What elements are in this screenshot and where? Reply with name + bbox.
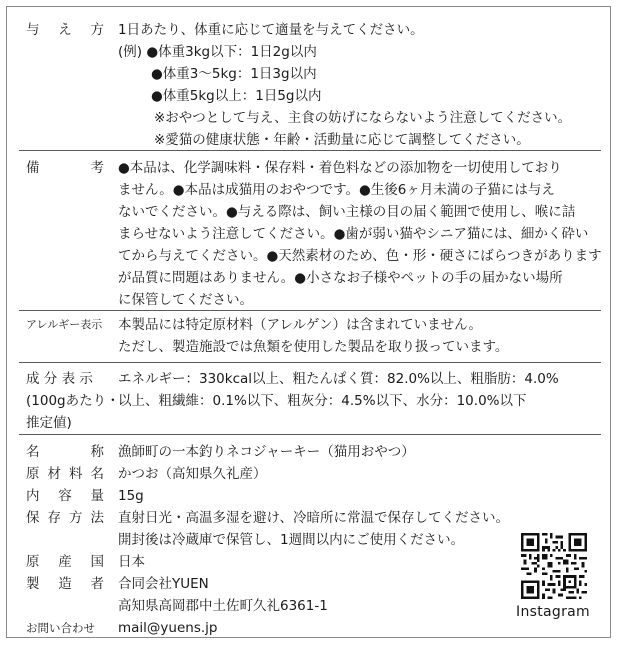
origin-label-char: 国 — [90, 554, 104, 570]
notes-label — [26, 157, 104, 179]
feeding-note: ※愛猫の健康状態・年齢・活動量に応じて調整してください。 — [154, 132, 530, 148]
allergy-line: ただし、製造施設では魚類を使用した製品を取り扱っています。 — [118, 339, 509, 355]
storage-label-char: 存 — [47, 510, 61, 526]
notes-line: ないでください。●与える際は、飼い主様の目の届く範囲で使用し、喉に詰 — [118, 204, 576, 220]
notes-line: ●本品は、化学調味料・保存料・着色料などの添加物を一切使用しており — [118, 160, 562, 176]
nutrition-label-basis: (100gあたり・ — [26, 393, 120, 409]
manufacturer-label-char: 製 — [26, 576, 40, 592]
feeding-line: (例) ●体重3kg以下：1日2g以内 — [118, 44, 317, 60]
nutrition-text — [118, 368, 559, 412]
product-values — [118, 441, 509, 639]
origin-label-char: 原 — [26, 554, 40, 570]
origin-label-char: 産 — [58, 554, 72, 570]
notes-line: が品質に問題はありません。●小さなお子様やペットの手の届かない場所 — [118, 270, 563, 286]
contact-label: お問い合わせ — [26, 621, 95, 635]
notes-label-char: 考 — [90, 160, 104, 176]
qr-caption: Instagram — [516, 604, 590, 620]
section-divider — [19, 434, 601, 435]
nutrition-label-title: 成 分 表 示 — [26, 371, 93, 387]
storage-value-2: 開封後は冷蔵庫で保管し、1週間以内にご使用ください。 — [118, 532, 465, 548]
notes-line: てから与えてください。●天然素材のため、色・形・硬さにばらつきがあります — [118, 248, 602, 264]
manufacturer-address-value: 高知県高岡郡中土佐町久礼6361-1 — [118, 598, 328, 614]
qr-code-icon[interactable] — [521, 533, 587, 599]
origin-label — [26, 551, 104, 573]
nutrition-label-estimate: 推定値) — [26, 415, 72, 431]
section-divider — [19, 150, 601, 151]
feeding-note: ※おやつとして与え、主食の妨げにならないよう注意してください。 — [154, 110, 572, 126]
contact-email-value: mail@yuens.jp — [118, 620, 218, 636]
origin-value: 日本 — [118, 554, 145, 570]
manufacturer-label-char: 造 — [58, 576, 72, 592]
ingredients-label-char: 名 — [90, 466, 104, 482]
feeding-line: ●体重3〜5kg：1日3g以内 — [151, 66, 317, 82]
notes-line: まらせないよう注意してください。●歯が弱い猫やシニア猫には、細かく砕い — [118, 226, 589, 242]
feeding-text — [118, 19, 571, 151]
volume-label-char: 内 — [26, 488, 40, 504]
storage-label-char: 法 — [90, 510, 104, 526]
ingredients-value: かつお（高知県久礼産） — [118, 466, 267, 482]
section-divider — [19, 362, 601, 363]
nutrition-line: エネルギー：330kcal以上、粗たんぱく質：82.0%以上、粗脂肪：4.0% — [118, 371, 559, 387]
ingredients-label — [26, 463, 104, 485]
allergy-label: アレルギー表示 — [26, 318, 103, 331]
volume-label-char: 量 — [90, 488, 104, 504]
nutrition-label — [26, 368, 120, 434]
product-labels — [26, 441, 104, 639]
allergy-line: 本製品には特定原材料（アレルゲン）は含まれていません。 — [118, 317, 482, 333]
volume-value: 15g — [118, 488, 144, 504]
storage-label-char: 方 — [69, 510, 83, 526]
feeding-label — [26, 19, 104, 41]
allergy-text — [118, 314, 508, 358]
feeding-label-char: 方 — [90, 22, 104, 38]
notes-line: に保管してください。 — [118, 292, 253, 308]
manufacturer-label-char: 者 — [90, 576, 104, 592]
volume-label — [26, 485, 104, 507]
nutrition-line: 以上、粗繊維：0.1%以下、粗灰分：4.5%以下、水分：10.0%以下 — [118, 393, 527, 409]
product-name-value: 漁師町の一本釣りネコジャーキー（猫用おやつ） — [118, 444, 415, 460]
ingredients-label-char: 材 — [47, 466, 61, 482]
volume-label-char: 容 — [58, 488, 72, 504]
notes-text — [118, 157, 602, 311]
name-label-char: 称 — [90, 444, 104, 460]
notes-line: ません。●本品は成猫用のおやつです。●生後6ヶ月未満の子猫には与え — [118, 182, 555, 198]
manufacturer-name-value: 合同会社YUEN — [118, 576, 209, 592]
feeding-line: 1日あたり、体重に応じて適量を与えてください。 — [118, 22, 424, 38]
storage-label — [26, 507, 104, 529]
storage-label-char: 保 — [26, 510, 40, 526]
feeding-label-char: え — [58, 22, 72, 38]
feeding-line: ●体重5kg以上：1日5g以内 — [151, 88, 322, 104]
section-divider — [19, 310, 601, 311]
manufacturer-label — [26, 573, 104, 595]
ingredients-label-char: 料 — [69, 466, 83, 482]
notes-label-char: 備 — [26, 160, 40, 176]
name-label — [26, 441, 104, 463]
feeding-label-char: 与 — [26, 22, 40, 38]
ingredients-label-char: 原 — [26, 466, 40, 482]
storage-value: 直射日光・高温多湿を避け、冷暗所に常温で保存してください。 — [118, 510, 509, 526]
name-label-char: 名 — [26, 444, 40, 460]
